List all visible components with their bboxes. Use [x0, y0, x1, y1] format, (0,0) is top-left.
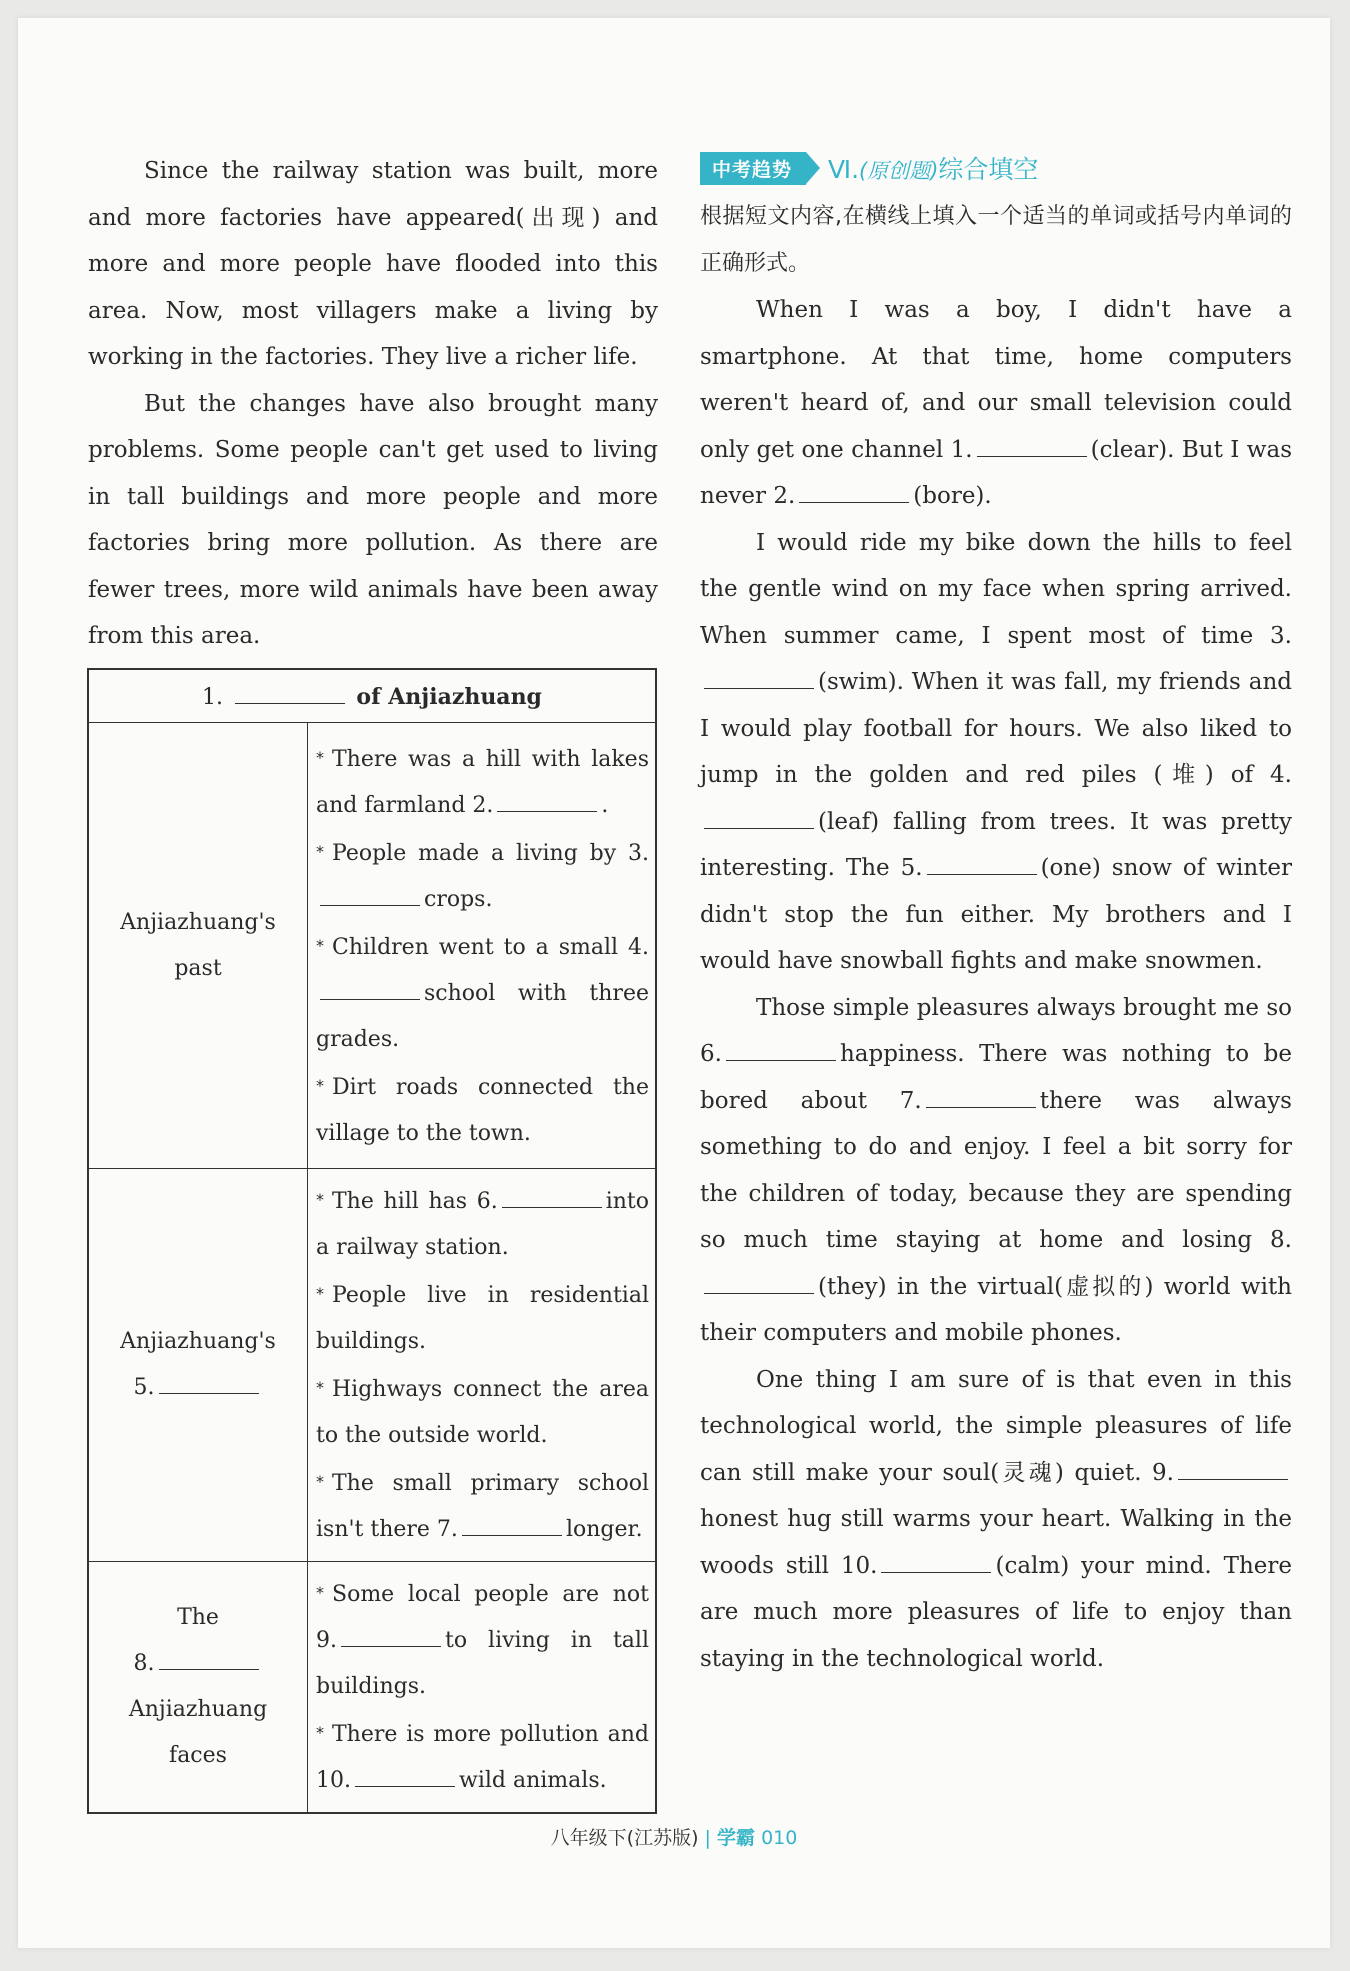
passage-paragraph: One thing I am sure of is that even in this technological world, the simple pleasures of life can still make your soul(灵魂) quiet. 9.honest hug still warms your heart. Walking in the woods still 10. (calm) your mind. There are much more pleasures of life to enjoy than staying in the technological world. [700, 1366, 1292, 1672]
answer-blank-5[interactable] [927, 854, 1037, 875]
blank-1[interactable] [235, 683, 345, 704]
passage-paragraph: Those simple pleasures always brought me so 6. happiness. There was nothing to be bored about 7. there was always something to do and enjoy. I feel a bit sorry for the children of today, because they are spending so much time staying at home and losing 8.(they) in the virtual(虚拟的) world with their computers and mobile phones. [700, 994, 1292, 1346]
blank-6[interactable] [502, 1187, 602, 1208]
table-item: * Highways connect the area to the outside world. [316, 1377, 649, 1448]
answer-blank-1[interactable] [977, 436, 1087, 457]
table-item: * People made a living by 3.crops. [316, 840, 649, 912]
answer-blank-4[interactable] [704, 808, 814, 829]
brand-label: 学霸 [717, 1827, 756, 1849]
table-item: * People live in residential buildings. [316, 1283, 649, 1354]
row-items-past [308, 723, 657, 1169]
worksheet-page [18, 18, 1330, 1948]
row-items-problems [308, 1562, 657, 1814]
row-items-present [308, 1169, 657, 1562]
answer-blank-6[interactable] [726, 1040, 836, 1061]
grade-label: 八年级下(江苏版) [550, 1827, 699, 1849]
table-item: * Dirt roads connected the village to the town. [316, 1074, 649, 1146]
blank-4[interactable] [320, 979, 420, 1000]
table-item: * There was a hill with lakes and farmland 2. . [316, 746, 649, 818]
passage-paragraph: When I was a boy, I didn't have a smartphone. At that time, home computers weren't heard of, and our small television could only get one channel 1. (clear). But I was never 2. (bore). [700, 297, 1292, 509]
page-number: 010 [761, 1827, 798, 1849]
page-footer: 八年级下(江苏版) | 学霸 010 [550, 1827, 798, 1849]
table-item: * Some local people are not 9. to living in tall buildings. [316, 1582, 649, 1699]
answer-blank-7[interactable] [926, 1087, 1036, 1108]
table-item: * The small primary school isn't there 7. longer. [316, 1471, 649, 1542]
row-label-problems: The 8. Anjiazhuang faces [88, 1562, 308, 1814]
table-header: 1. of Anjiazhuang [88, 669, 656, 723]
blank-8[interactable] [159, 1649, 259, 1670]
blank-9[interactable] [341, 1626, 441, 1647]
passage-paragraph: But the changes have also brought many problems. Some people can't get used to living in tall buildings and more people and more factories bring more pollution. As there are fewer trees, more wild animals have been away from this area. [88, 390, 658, 649]
table-item: * There is more pollution and 10. wild animals. [316, 1722, 649, 1793]
answer-blank-3[interactable] [704, 668, 814, 689]
right-exercise [700, 148, 1292, 1682]
passage-paragraph: I would ride my bike down the hills to feel the gentle wind on my face when spring arrived. When summer came, I spent most of time 3.(swim). When it was fall, my friends and I would play football for hours. We also liked to jump in the golden and red piles (堆) of 4.(leaf) falling from trees. It was pretty interesting. The 5. (one) snow of winter didn't stop the fun either. My brothers and I would have snowball fights and make snowmen. [700, 529, 1292, 974]
table-item: * Children went to a small 4.school with three grades. [316, 934, 649, 1052]
blank-7[interactable] [462, 1515, 562, 1536]
instruction: 根据短文内容,在横线上填入一个适当的单词或括号内单词的正确形式。 [700, 204, 1292, 276]
section-header [700, 148, 1292, 188]
answer-blank-10[interactable] [881, 1552, 991, 1573]
section-title: Ⅵ.(原创题)综合填空 [828, 155, 1039, 184]
passage-paragraph: Since the railway station was built, more and more factories have appeared(出现) and more and more people have flooded into this area. Now, most villagers make a living by working in the factories. They live a richer life. [88, 158, 658, 370]
blank-10[interactable] [355, 1766, 455, 1787]
answer-blank-9[interactable] [1178, 1459, 1288, 1480]
row-label-past: Anjiazhuang's past [88, 723, 308, 1169]
left-passage [88, 148, 658, 660]
answer-blank-8[interactable] [704, 1273, 814, 1294]
answer-blank-2[interactable] [799, 482, 909, 503]
blank-5[interactable] [159, 1373, 259, 1394]
blank-2[interactable] [497, 791, 597, 812]
row-label-present: Anjiazhuang's 5. [88, 1169, 308, 1562]
blank-3[interactable] [320, 885, 420, 906]
trend-badge: 中考趋势 [700, 152, 806, 185]
table-item: * The hill has 6. into a railway station. [316, 1189, 649, 1260]
summary-table [87, 668, 657, 1814]
